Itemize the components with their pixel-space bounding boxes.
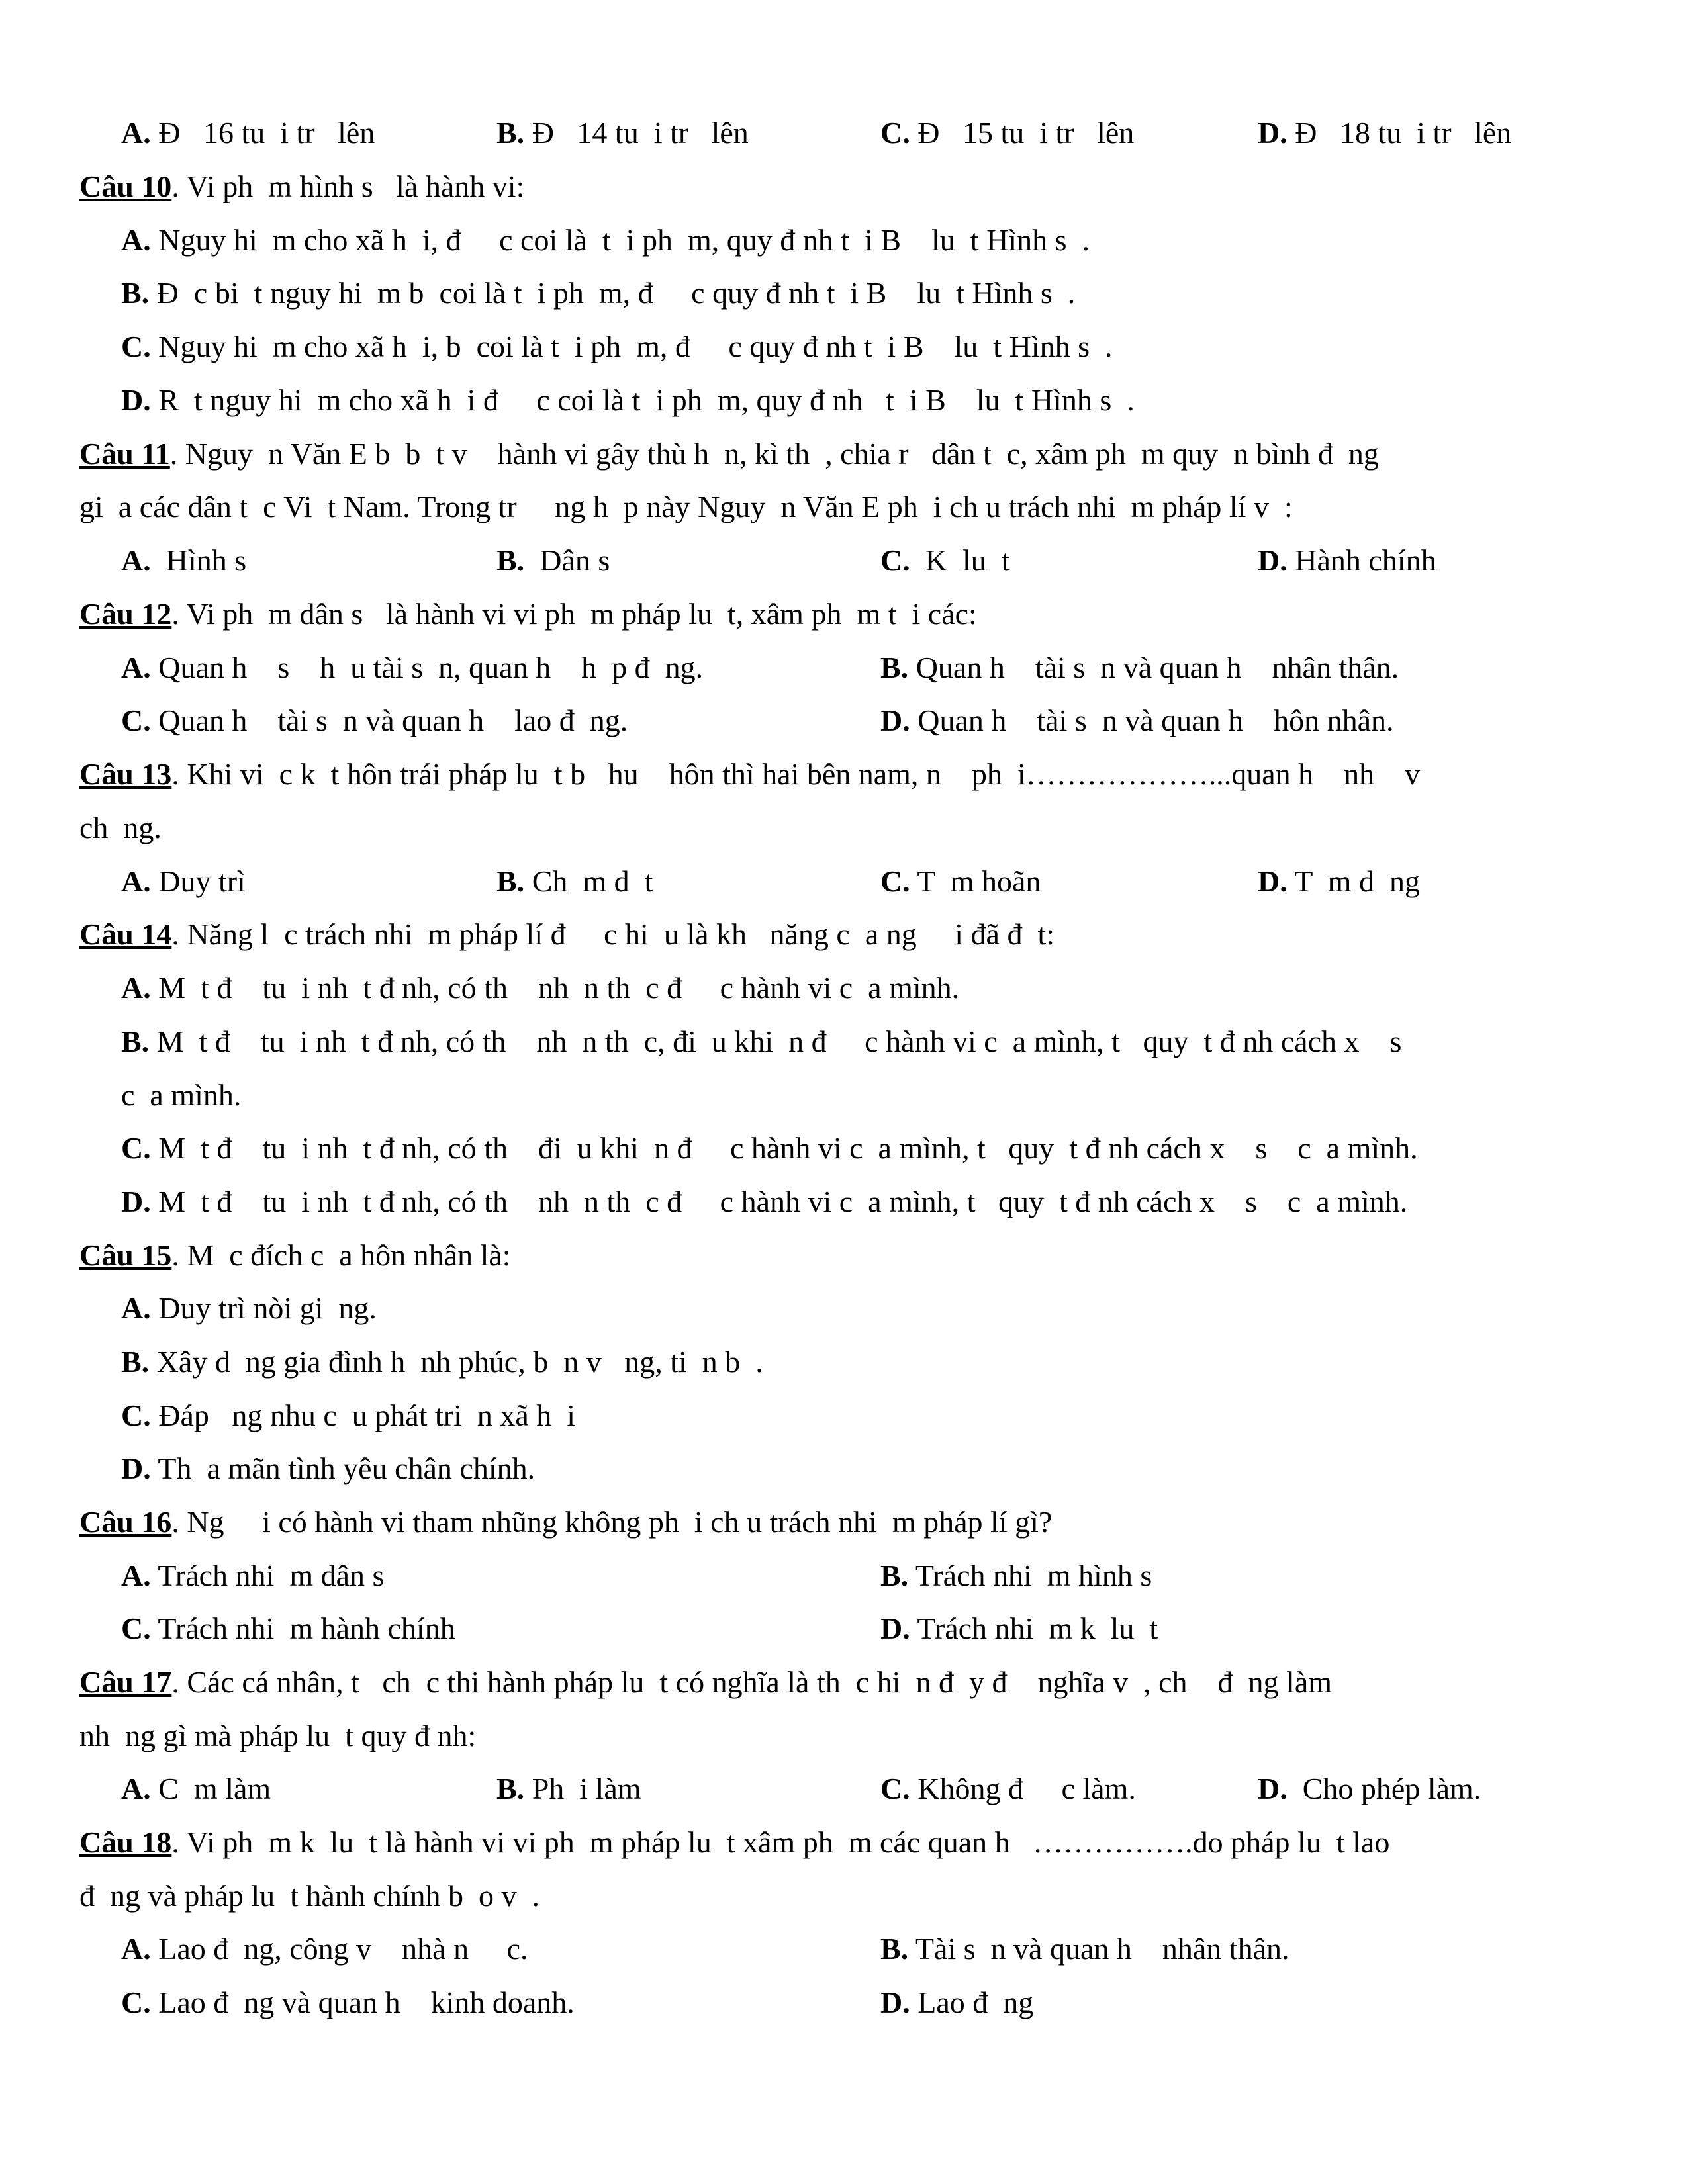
option-label: D. <box>880 1612 910 1645</box>
option-text: Đáp ng nhu c u phát tri n xã h i <box>158 1398 576 1432</box>
q18-option-a <box>121 1934 528 1964</box>
q18-stem-cont <box>79 1881 539 1911</box>
q11-option-a <box>121 545 261 576</box>
option-label: B. <box>496 864 525 898</box>
q16-option-b <box>880 1561 1167 1591</box>
q14-option-b-cont <box>121 1080 241 1111</box>
option-label: A. <box>121 223 151 257</box>
option-text: R t nguy hi m cho xã h i đ c coi là t i ph m, quy đ nh t i B lu t Hình s . <box>158 383 1135 417</box>
q15-option-d <box>121 1453 535 1484</box>
question-text: . Năng l c trách nhi m pháp lí đ c hi u là kh năng c a ng i đã đ t: <box>171 917 1055 951</box>
question-number: Câu 13 <box>79 757 172 791</box>
option-label: B. <box>121 1024 150 1058</box>
option-text: c a mình. <box>121 1078 242 1112</box>
question-text: gi a các dân t c Vi t Nam. Trong tr ng h p này Nguy n Văn E ph i ch u trách nhi m pháp lí v : <box>79 490 1293 523</box>
option-text: Đ 18 tu i tr lên <box>1295 116 1512 150</box>
option-label: D. <box>880 704 910 737</box>
option-label: B. <box>880 1932 909 1966</box>
option-label: B. <box>496 116 525 150</box>
option-text: Đ 15 tu i tr lên <box>917 116 1135 150</box>
q17-option-b <box>496 1774 641 1804</box>
option-text: Trách nhi m hình s <box>915 1559 1168 1592</box>
option-text: Ch m d t <box>532 864 653 898</box>
question-text: . Các cá nhân, t ch c thi hành pháp lu t có nghĩa là th c hi n đ y đ nghĩa v , ch đ ng làm <box>171 1665 1333 1699</box>
option-text: Trách nhi m hành chính <box>158 1612 455 1645</box>
option-label: D. <box>1258 116 1288 150</box>
option-text: Quan h tài s n và quan h nhân thân. <box>915 651 1399 684</box>
option-label: C. <box>880 1772 910 1805</box>
q11-stem-cont <box>79 492 1293 522</box>
option-label: C. <box>880 116 910 150</box>
question-number: Câu 12 <box>79 597 172 631</box>
q9-option-a <box>121 118 375 148</box>
question-number: Câu 15 <box>79 1238 172 1272</box>
q15-option-b <box>121 1347 763 1377</box>
q10-option-c <box>121 332 1113 362</box>
option-text: Hình s <box>158 543 262 577</box>
question-text: . Nguy n Văn E b b t v hành vi gây thù h n, kì th , chia r dân t c, xâm ph m quy n bình đ ng <box>169 437 1379 471</box>
q13-stem-cont <box>79 813 162 843</box>
option-text: M t đ tu i nh t đ nh, có th nh n th c đ c hành vi c a mình, t quy t đ nh cách x s c a mình. <box>158 1185 1408 1218</box>
option-text: C m làm <box>158 1772 271 1805</box>
question-number: Câu 18 <box>79 1825 172 1859</box>
option-label: B. <box>121 276 150 310</box>
q13-option-d <box>1258 866 1420 897</box>
option-text: M t đ tu i nh t đ nh, có th nh n th c đ c hành vi c a mình. <box>158 971 960 1005</box>
question-number: Câu 17 <box>79 1665 172 1699</box>
q15-stem <box>79 1240 511 1271</box>
option-label: B. <box>880 1559 909 1592</box>
question-text: . Khi vi c k t hôn trái pháp lu t b hu hôn thì hai bên nam, n ph i………………...quan h nh v <box>171 757 1421 791</box>
option-text: Cho phép làm. <box>1295 1772 1481 1805</box>
q12-option-c <box>121 705 628 736</box>
option-text: Nguy hi m cho xã h i, đ c coi là t i ph m, quy đ nh t i B lu t Hình s . <box>158 223 1090 257</box>
option-label: D. <box>1258 543 1288 577</box>
q11-option-d <box>1258 545 1436 576</box>
option-label: A. <box>121 1559 151 1592</box>
q11-option-c <box>880 545 1010 576</box>
q12-option-a <box>121 653 703 683</box>
q10-option-a <box>121 225 1090 255</box>
question-number: Câu 14 <box>79 917 172 951</box>
option-text: T m hoãn <box>917 864 1041 898</box>
q17-stem-cont <box>79 1721 476 1751</box>
option-label: C. <box>121 1398 151 1432</box>
option-label: A. <box>121 651 151 684</box>
q16-option-a <box>121 1561 399 1591</box>
option-label: D. <box>1258 864 1288 898</box>
option-label: C. <box>121 1985 151 2019</box>
option-label: D. <box>880 1985 910 2019</box>
question-text: ch ng. <box>79 811 162 844</box>
q17-stem <box>79 1667 1332 1698</box>
option-text: Th a mãn tình yêu chân chính. <box>158 1451 536 1485</box>
option-text: Lao đ ng và quan h kinh doanh. <box>158 1985 575 2019</box>
q16-stem <box>79 1507 1052 1537</box>
option-label: B. <box>496 1772 525 1805</box>
option-text: Xây d ng gia đình h nh phúc, b n v ng, ti n b . <box>156 1345 763 1379</box>
q14-option-a <box>121 973 959 1003</box>
q12-option-d <box>880 705 1394 736</box>
option-label: A. <box>121 971 151 1005</box>
option-label: A. <box>121 1291 151 1325</box>
question-number: Câu 10 <box>79 169 172 203</box>
q9-option-c <box>880 118 1134 148</box>
q10-option-b <box>121 278 1075 308</box>
option-label: A. <box>121 1932 151 1966</box>
option-text: K lu t <box>917 543 1010 577</box>
q12-option-b <box>880 653 1399 683</box>
option-label: D. <box>121 383 151 417</box>
option-text: Lao đ ng, công v nhà n c. <box>158 1932 528 1966</box>
option-text: Quan h tài s n và quan h hôn nhân. <box>917 704 1394 737</box>
q13-option-a <box>121 866 246 897</box>
option-text: T m d ng <box>1294 864 1420 898</box>
option-text: M t đ tu i nh t đ nh, có th nh n th c, đi u khi n đ c hành vi c a mình, t quy t đ nh cách x s <box>156 1024 1402 1058</box>
option-text: Trách nhi m dân s <box>158 1559 400 1592</box>
option-text: Ph i làm <box>532 1772 641 1805</box>
q17-option-d <box>1258 1774 1481 1804</box>
q13-stem <box>79 759 1420 790</box>
option-label: D. <box>121 1451 151 1485</box>
option-text: Quan h s h u tài s n, quan h h p đ ng. <box>158 651 704 684</box>
q13-option-c <box>880 866 1041 897</box>
option-text: Đ 14 tu i tr lên <box>532 116 749 150</box>
question-number: Câu 11 <box>79 437 170 471</box>
option-label: C. <box>121 704 151 737</box>
question-text: đ ng và pháp lu t hành chính b o v . <box>79 1879 540 1913</box>
question-text: . M c đích c a hôn nhân là: <box>171 1238 511 1272</box>
q17-option-a <box>121 1774 271 1804</box>
option-text: Đ c bi t nguy hi m b coi là t i ph m, đ c quy đ nh t i B lu t Hình s . <box>156 276 1076 310</box>
q9-option-d <box>1258 118 1511 148</box>
option-text: Nguy hi m cho xã h i, b coi là t i ph m, đ c quy đ nh t i B lu t Hình s . <box>158 330 1113 363</box>
option-label: B. <box>496 543 525 577</box>
option-text: Hành chính <box>1295 543 1436 577</box>
question-text: . Vi ph m dân s là hành vi vi ph m pháp lu t, xâm ph m t i các: <box>171 597 977 631</box>
q18-option-d <box>880 1987 1033 2018</box>
option-text: Không đ c làm. <box>917 1772 1136 1805</box>
option-label: C. <box>121 1612 151 1645</box>
q18-stem <box>79 1827 1389 1858</box>
question-text: . Ng i có hành vi tham nhũng không ph i ch u trách nhi m pháp lí gì? <box>171 1505 1053 1539</box>
q18-option-b <box>880 1934 1289 1964</box>
option-text: Lao đ ng <box>917 1985 1034 2019</box>
option-text: Duy trì <box>158 864 246 898</box>
option-label: B. <box>121 1345 150 1379</box>
question-text: nh ng gì mà pháp lu t quy đ nh: <box>79 1719 477 1752</box>
q9-option-b <box>496 118 749 148</box>
q16-option-c <box>121 1614 455 1644</box>
option-label: D. <box>121 1185 151 1218</box>
option-text: Đ 16 tu i tr lên <box>158 116 375 150</box>
option-label: C. <box>880 543 910 577</box>
option-text: Trách nhi m k lu t <box>917 1612 1158 1645</box>
option-label: D. <box>1258 1772 1288 1805</box>
option-label: A. <box>121 116 151 150</box>
q16-option-d <box>880 1614 1158 1644</box>
q10-stem <box>79 171 524 202</box>
option-label: A. <box>121 1772 151 1805</box>
option-label: C. <box>121 330 151 363</box>
q11-option-b <box>496 545 625 576</box>
q14-option-b <box>121 1026 1401 1057</box>
q14-stem <box>79 919 1055 950</box>
option-label: A. <box>121 864 151 898</box>
q14-option-d <box>121 1187 1407 1217</box>
q15-option-c <box>121 1400 575 1431</box>
question-text: . Vi ph m k lu t là hành vi vi ph m pháp lu t xâm ph m các quan h …………….do pháp lu t lao <box>171 1825 1390 1859</box>
q17-option-c <box>880 1774 1136 1804</box>
q12-stem <box>79 599 977 629</box>
q11-stem <box>79 439 1379 469</box>
q14-option-c <box>121 1133 1418 1163</box>
option-text: Duy trì nòi gi ng. <box>158 1291 377 1325</box>
option-label: B. <box>880 651 909 684</box>
question-number: Câu 16 <box>79 1505 172 1539</box>
option-text: Quan h tài s n và quan h lao đ ng. <box>158 704 628 737</box>
option-label: C. <box>880 864 910 898</box>
option-text: Tài s n và quan h nhân thân. <box>915 1932 1289 1966</box>
option-label: A. <box>121 543 151 577</box>
option-label: C. <box>121 1131 151 1165</box>
q18-option-c <box>121 1987 575 2018</box>
question-text: . Vi ph m hình s là hành vi: <box>171 169 525 203</box>
option-text: Dân s <box>532 543 626 577</box>
q10-option-d <box>121 385 1135 416</box>
q15-option-a <box>121 1293 377 1324</box>
option-text: M t đ tu i nh t đ nh, có th đi u khi n đ c hành vi c a mình, t quy t đ nh cách x s c a mình. <box>158 1131 1418 1165</box>
q13-option-b <box>496 866 653 897</box>
